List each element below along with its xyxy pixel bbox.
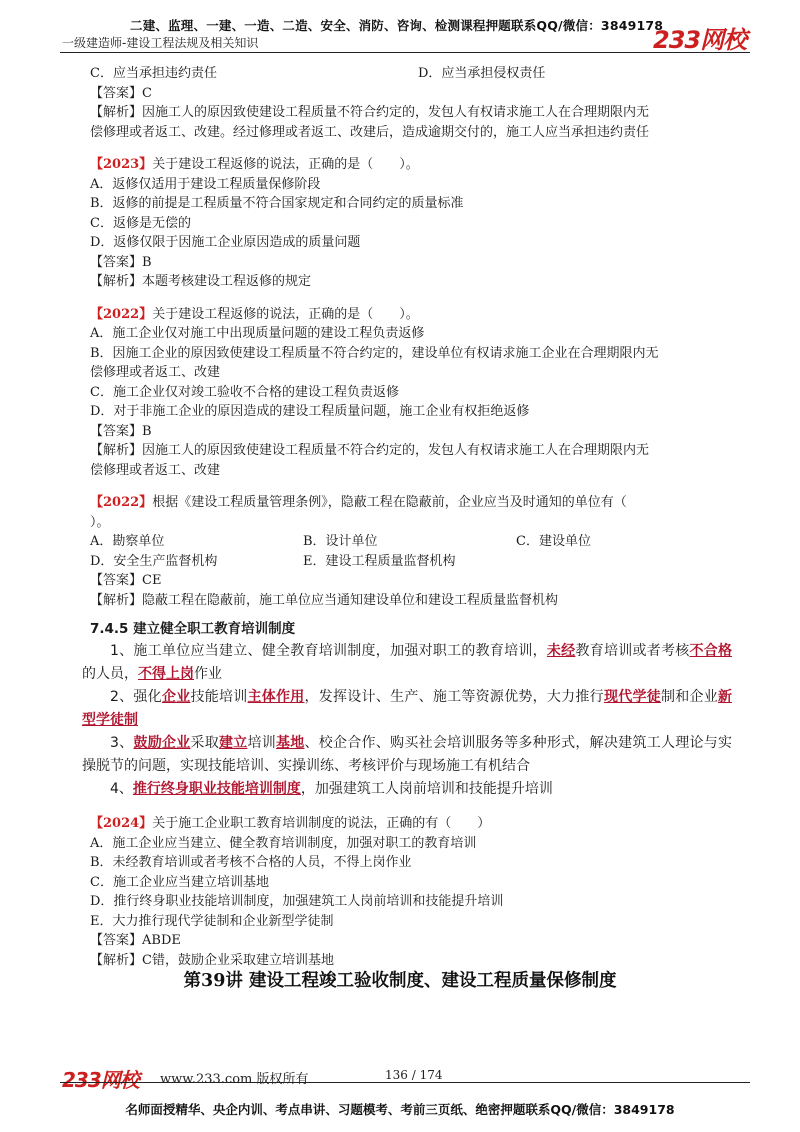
para-text: 技能培训: [190, 689, 248, 705]
explanation-line: 偿修理或者返工、改建: [90, 462, 221, 478]
option-c: C．应当承担违约责任: [90, 66, 217, 81]
year-tag: 【2024】: [90, 816, 153, 831]
option-c: C．施工企业应当建立培训基地: [90, 874, 269, 890]
option-row: [90, 532, 730, 552]
key-term: 现代学徒: [603, 689, 661, 705]
answer: 【答案】B: [90, 254, 152, 270]
question-2024: [90, 814, 730, 834]
answer: 【答案】B: [90, 423, 152, 439]
option-b: B．返修的前提是工程质量不符合国家规定和合同约定的质量标准: [90, 196, 464, 211]
para-text: 、校企合作、购买社会培训服务等多种形式，解决建筑工人理论与实操脱节的问题，实现技能培训、实操训练、考核评价与现场施工有机结合: [82, 735, 733, 774]
key-term: 企业: [161, 689, 191, 705]
section-title: 7.4.5 建立健全职工教育培训制度: [90, 621, 296, 637]
key-term: 未经: [546, 643, 576, 659]
question-stem-cont: ）。: [90, 514, 110, 530]
year-tag: 【2022】: [90, 306, 153, 322]
option-row: [90, 64, 730, 84]
para-text: 的人员，: [82, 666, 138, 682]
question-2022-concealed: [90, 493, 730, 513]
option-b-cont: 偿修理或者返工、改建: [90, 365, 221, 380]
key-term: 主体作用: [247, 689, 305, 705]
option-e: E．建设工程质量监督机构: [303, 553, 456, 569]
option-a: A．施工企业仅对施工中出现质量问题的建设工程负责返修: [90, 326, 425, 341]
option-d: D．对于非施工企业的原因造成的建设工程质量问题，施工企业有权拒绝返修: [90, 404, 530, 419]
section-paragraph-2: [82, 686, 732, 732]
option-c: C．返修是无偿的: [90, 215, 191, 231]
key-term: 鼓励企业: [133, 735, 191, 751]
option-d: D．应当承担侵权责任: [418, 66, 546, 81]
explanation-line: 【解析】因施工人的原因致使建设工程质量不符合约定的，发包人有权请求施工人在合理期限内无: [90, 443, 650, 458]
site-logo: 233网校: [653, 26, 747, 54]
footer-contact-text: 名师面授精华、央企内训、考点串讲、习题模考、考前三页纸、绝密押题联系QQ/微信：3849178: [125, 1102, 675, 1117]
footer-logo: 233网校: [62, 1068, 139, 1092]
para-text: 作业: [194, 666, 222, 682]
option-a: A．勘察单位: [90, 534, 165, 549]
option-d: D．安全生产监督机构: [90, 553, 218, 569]
para-text: 4、: [110, 781, 133, 797]
section-paragraph-1: [82, 640, 732, 686]
key-term: 建立: [218, 735, 248, 751]
footer-site-link[interactable]: www.233.com 版权所有: [160, 1072, 309, 1087]
option-d: D．返修仅限于因施工企业原因造成的质量问题: [90, 235, 361, 250]
section-paragraph-3: [82, 732, 732, 778]
explanation-line: 【解析】本题考核建设工程返修的规定: [90, 274, 312, 289]
option-a: A．施工企业应当建立、健全教育培训制度，加强对职工的教育培训: [90, 835, 477, 851]
explanation-line: 【解析】因施工人的原因致使建设工程质量不符合约定的，发包人有权请求施工人在合理期限内无: [90, 105, 650, 120]
question-2023: [90, 155, 730, 175]
question-stem: 关于建设工程返修的说法，正确的是（ ）。: [152, 306, 419, 322]
option-row: [90, 552, 730, 572]
para-text: 采取: [190, 735, 219, 751]
option-e: E．大力推行现代学徒制和企业新型学徒制: [90, 913, 334, 929]
para-text: ，加强建筑工人岗前培训和技能提升培训: [300, 781, 553, 797]
key-term: 新型学徒制: [82, 689, 733, 728]
option-d: D．推行终身职业技能培训制度，加强建筑工人岗前培训和技能提升培训: [90, 894, 504, 909]
lecture-title: 第39讲 建设工程竣工验收制度、建设工程质量保修制度: [183, 971, 617, 991]
question-2022-repair: [90, 305, 730, 325]
key-term: 推行终身职业技能培训制度: [132, 781, 301, 797]
option-b: B．设计单位: [303, 534, 378, 549]
option-a: A．返修仅适用于建设工程质量保修阶段: [90, 176, 321, 192]
key-term: 不得上岗: [138, 666, 194, 682]
key-term: 不合格: [689, 643, 733, 659]
explanation-line: 偿修理或者返工、改建。经过修理或者返工、改建后，造成逾期交付的，施工人应当承担违约责任: [90, 124, 650, 140]
page-number: 136 / 174: [385, 1068, 443, 1082]
para-text: 制和企业: [660, 689, 719, 705]
page-content: [82, 64, 733, 970]
key-term: 基地: [276, 735, 305, 751]
question-stem: 根据《建设工程质量管理条例》，隐蔽工程在隐蔽前，企业应当及时通知的单位有（: [152, 495, 627, 510]
document-subtitle: 一级建造师-建设工程法规及相关知识: [62, 36, 259, 50]
option-b: B．因施工企业的原因致使建设工程质量不符合约定的，建设单位有权请求施工企业在合理期限内无: [90, 345, 659, 361]
header-divider: [60, 52, 750, 53]
para-text: 培训: [247, 735, 277, 751]
section-paragraph-4: [82, 778, 732, 801]
para-text: 2、强化: [110, 689, 162, 705]
para-text: ，发挥设计、生产、施工等资源优势，大力推行: [304, 689, 604, 705]
para-text: 3、: [110, 735, 134, 751]
answer: 【答案】CE: [90, 573, 162, 588]
answer: 【答案】ABDE: [90, 933, 181, 948]
option-c: C．施工企业仅对竣工验收不合格的建设工程负责返修: [90, 384, 399, 400]
question-stem: 关于施工企业职工教育培训制度的说法，正确的有（ ）: [152, 816, 491, 831]
footer-divider: [60, 1082, 750, 1083]
answer: 【答案】C: [90, 85, 152, 101]
para-text: 教育培训或者考核: [575, 643, 690, 659]
question-stem: 关于建设工程返修的说法，正确的是（ ）。: [152, 157, 419, 172]
explanation-line: 【解析】C错，鼓励企业采取建立培训基地: [90, 952, 334, 968]
option-b: B．未经教育培训或者考核不合格的人员，不得上岗作业: [90, 855, 412, 870]
option-c: C．建设单位: [516, 534, 591, 549]
year-tag: 【2023】: [90, 157, 153, 172]
year-tag: 【2022】: [90, 495, 153, 510]
header-contact-text: 二建、监理、一建、一造、二造、安全、消防、咨询、检测课程押题联系QQ/微信：3849178: [130, 18, 664, 33]
explanation-line: 【解析】隐蔽工程在隐蔽前，施工单位应当通知建设单位和建设工程质量监督机构: [90, 592, 559, 608]
para-text: 1、施工单位应当建立、健全教育培训制度，加强对职工的教育培训，: [110, 643, 547, 659]
